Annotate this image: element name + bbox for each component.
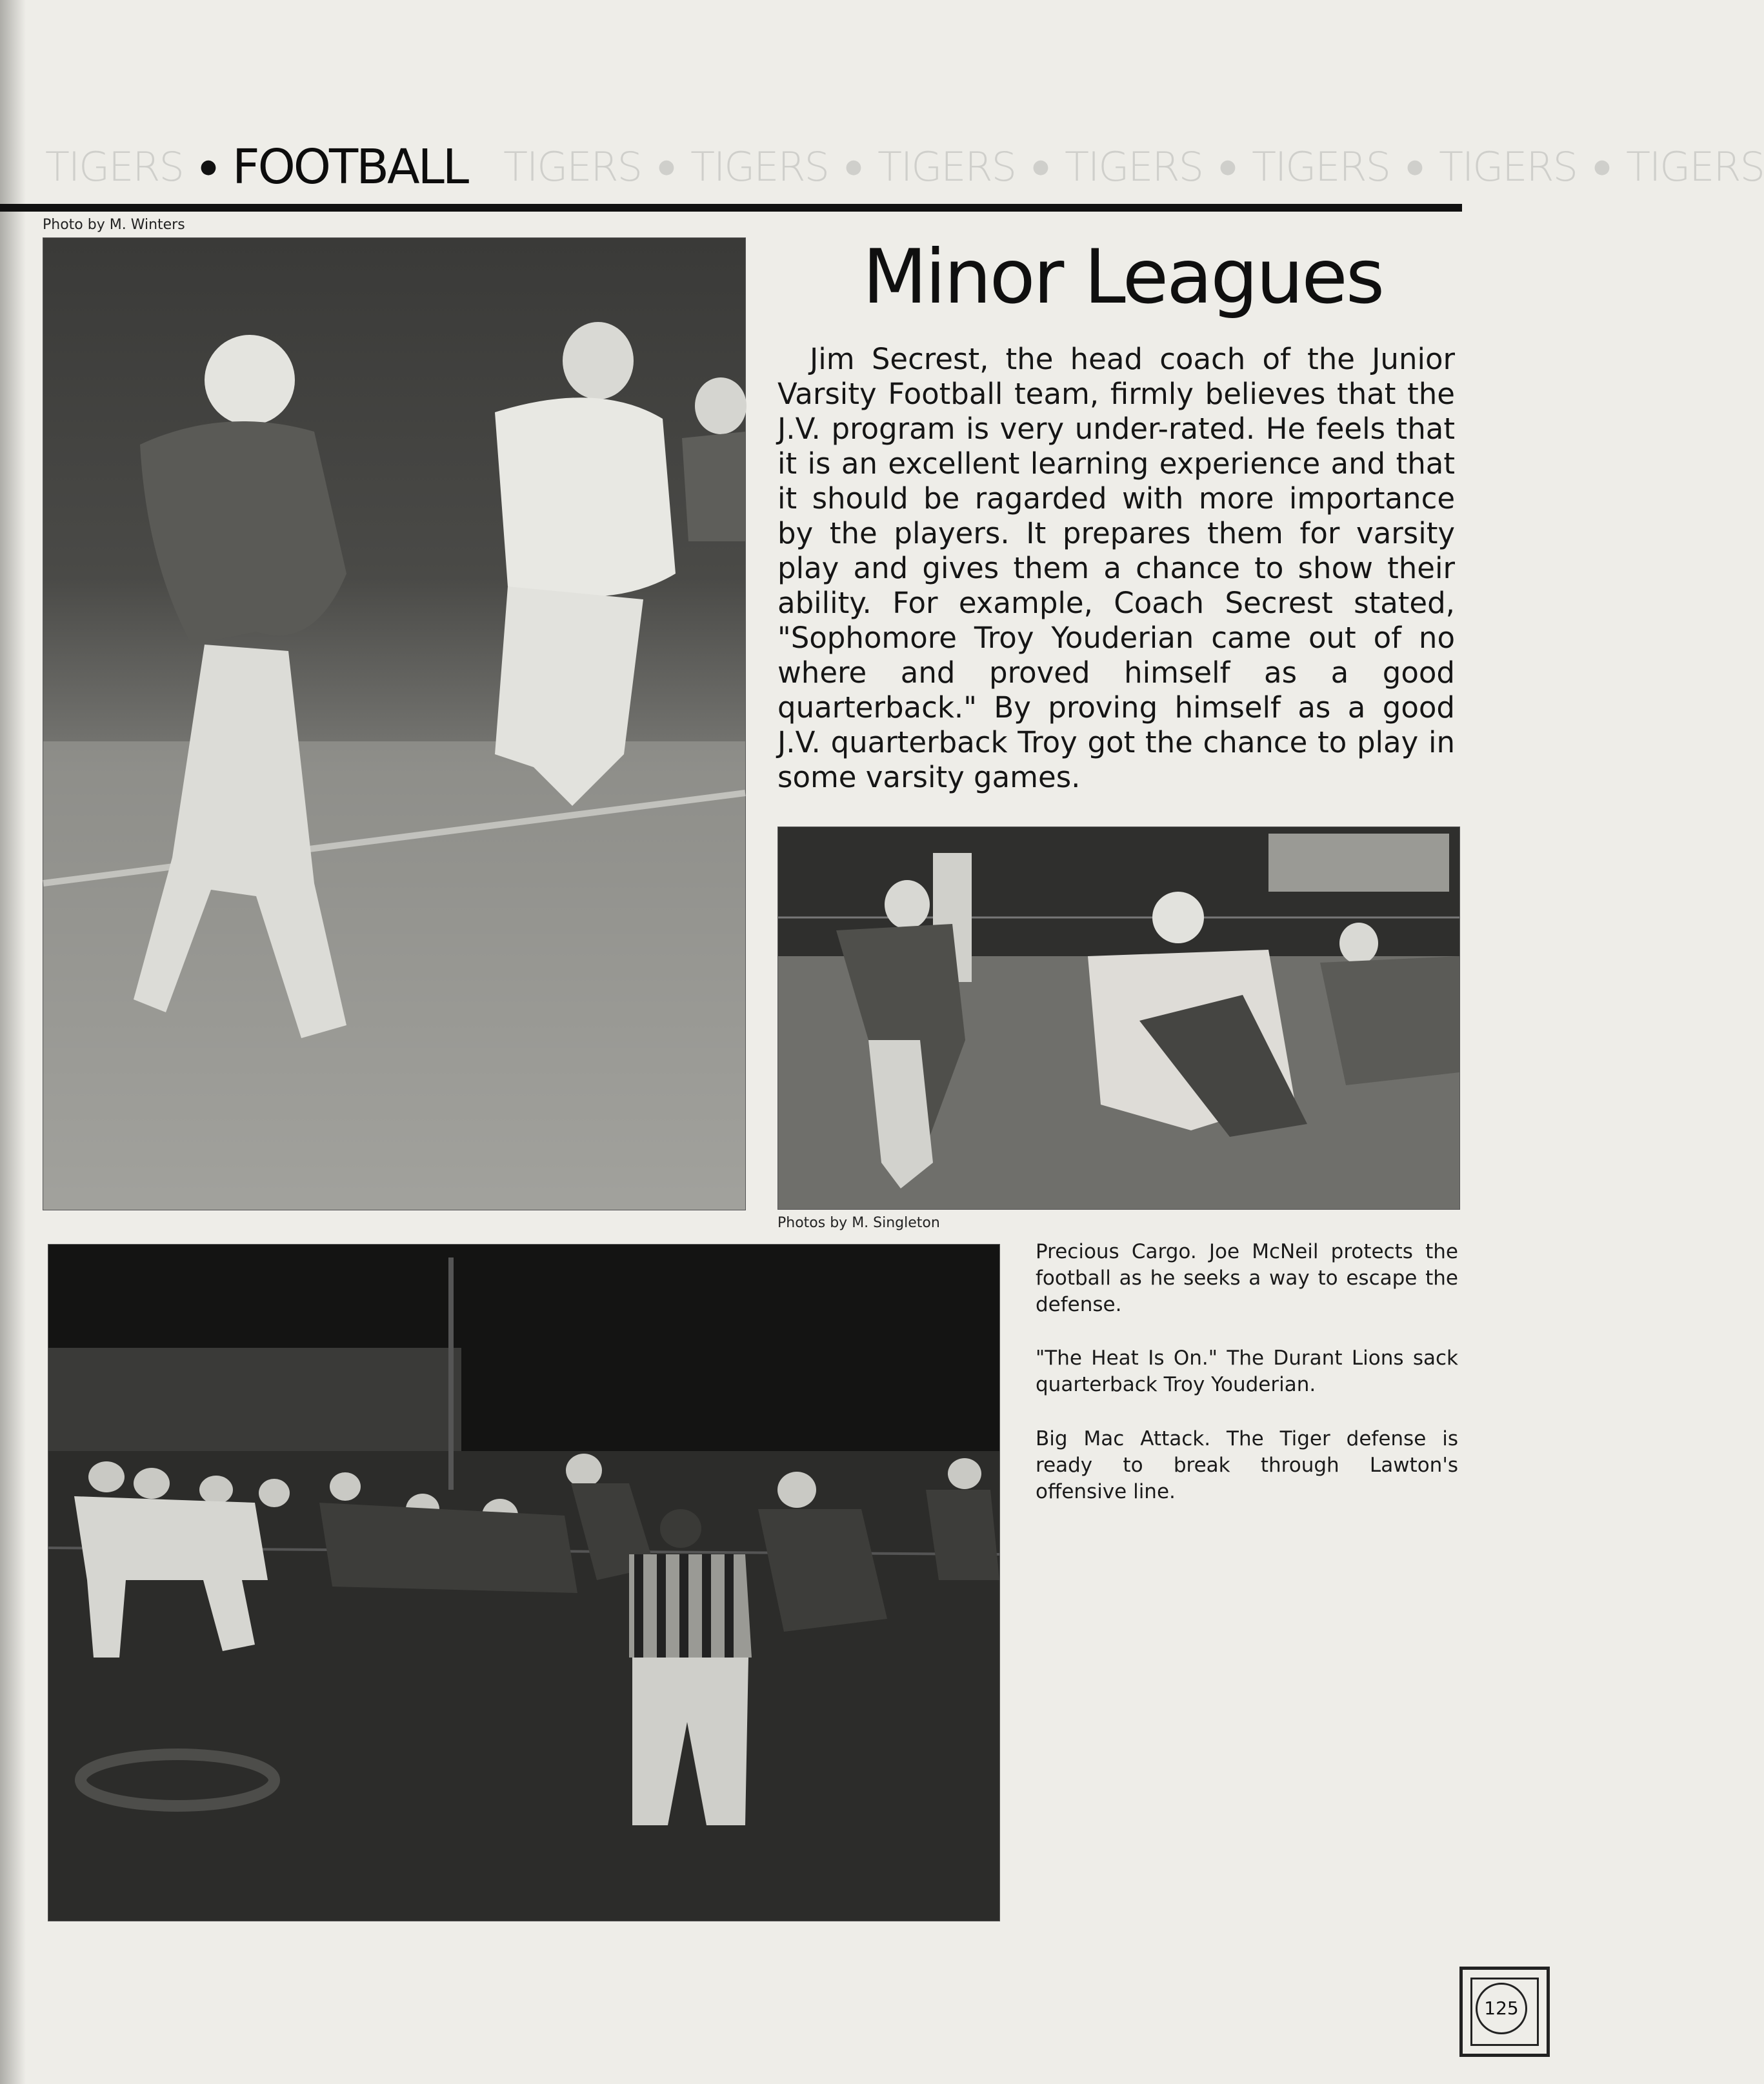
photo-ball-carrier-graphic — [43, 238, 745, 1210]
banner-section-title: FOOTBALL — [232, 139, 468, 195]
section-banner — [45, 129, 1764, 200]
header-rule — [0, 204, 1462, 212]
banner-word: TIGERS — [690, 143, 828, 190]
banner-word: TIGERS — [45, 143, 183, 190]
banner-bullet: ● — [845, 155, 861, 178]
article-title: Minor Leagues — [862, 234, 1383, 321]
banner-word: TIGERS — [503, 143, 641, 190]
photo-quarterback-sack — [777, 827, 1460, 1210]
banner-word: TIGERS — [1626, 143, 1764, 190]
banner-word: TIGERS — [1439, 143, 1577, 190]
photo-line-of-scrimmage-graphic — [48, 1245, 999, 1921]
caption-big-mac-attack: Big Mac Attack. The Tiger defense is ready to break through Lawton's offensive line. — [1036, 1427, 1458, 1503]
photo-credit-winters: Photo by M. Winters — [43, 217, 185, 233]
photo-ball-carrier — [43, 237, 746, 1210]
page-number: 125 — [1476, 1983, 1527, 2034]
banner-bullet: ● — [1219, 155, 1236, 178]
page-number-frame — [1459, 1967, 1550, 2057]
banner-bullet: ● — [1593, 155, 1610, 178]
banner-word: TIGERS — [1065, 143, 1203, 190]
photo-line-of-scrimmage — [48, 1244, 1000, 1921]
banner-word: TIGERS — [1252, 143, 1390, 190]
caption-heat-is-on: "The Heat Is On." The Durant Lions sack quarterback Troy Youderian. — [1036, 1347, 1458, 1396]
banner-bullet: ● — [199, 155, 215, 178]
article-body: Jim Secrest, the head coach of the Junior Varsity Football team, firmly believes that the J.V. program is very under-rated. He feels that it is an excellent learning experience and that it should be ragarded with more importance by the players. It prepares them for varsity play and gives them a chance to show their ability. For example, Coach Secrest stated, "Sophomore Troy Youderian came out of no where and proved himself as a good quarterback." By proving himself as a good J.V. quarterback Troy got the chance to play in some varsity games. — [777, 342, 1455, 794]
page-gutter-shadow — [0, 0, 26, 2084]
caption-precious-cargo: Precious Cargo. Joe McNeil protects the football as he seeks a way to escape the defense. — [1036, 1240, 1458, 1316]
banner-word: TIGERS — [877, 143, 1016, 190]
banner-bullet: ● — [1406, 155, 1423, 178]
banner-bullet: ● — [1032, 155, 1048, 178]
photo-quarterback-sack-graphic — [778, 827, 1459, 1209]
photo-credit-singleton: Photos by M. Singleton — [777, 1215, 940, 1231]
banner-bullet: ● — [657, 155, 674, 178]
